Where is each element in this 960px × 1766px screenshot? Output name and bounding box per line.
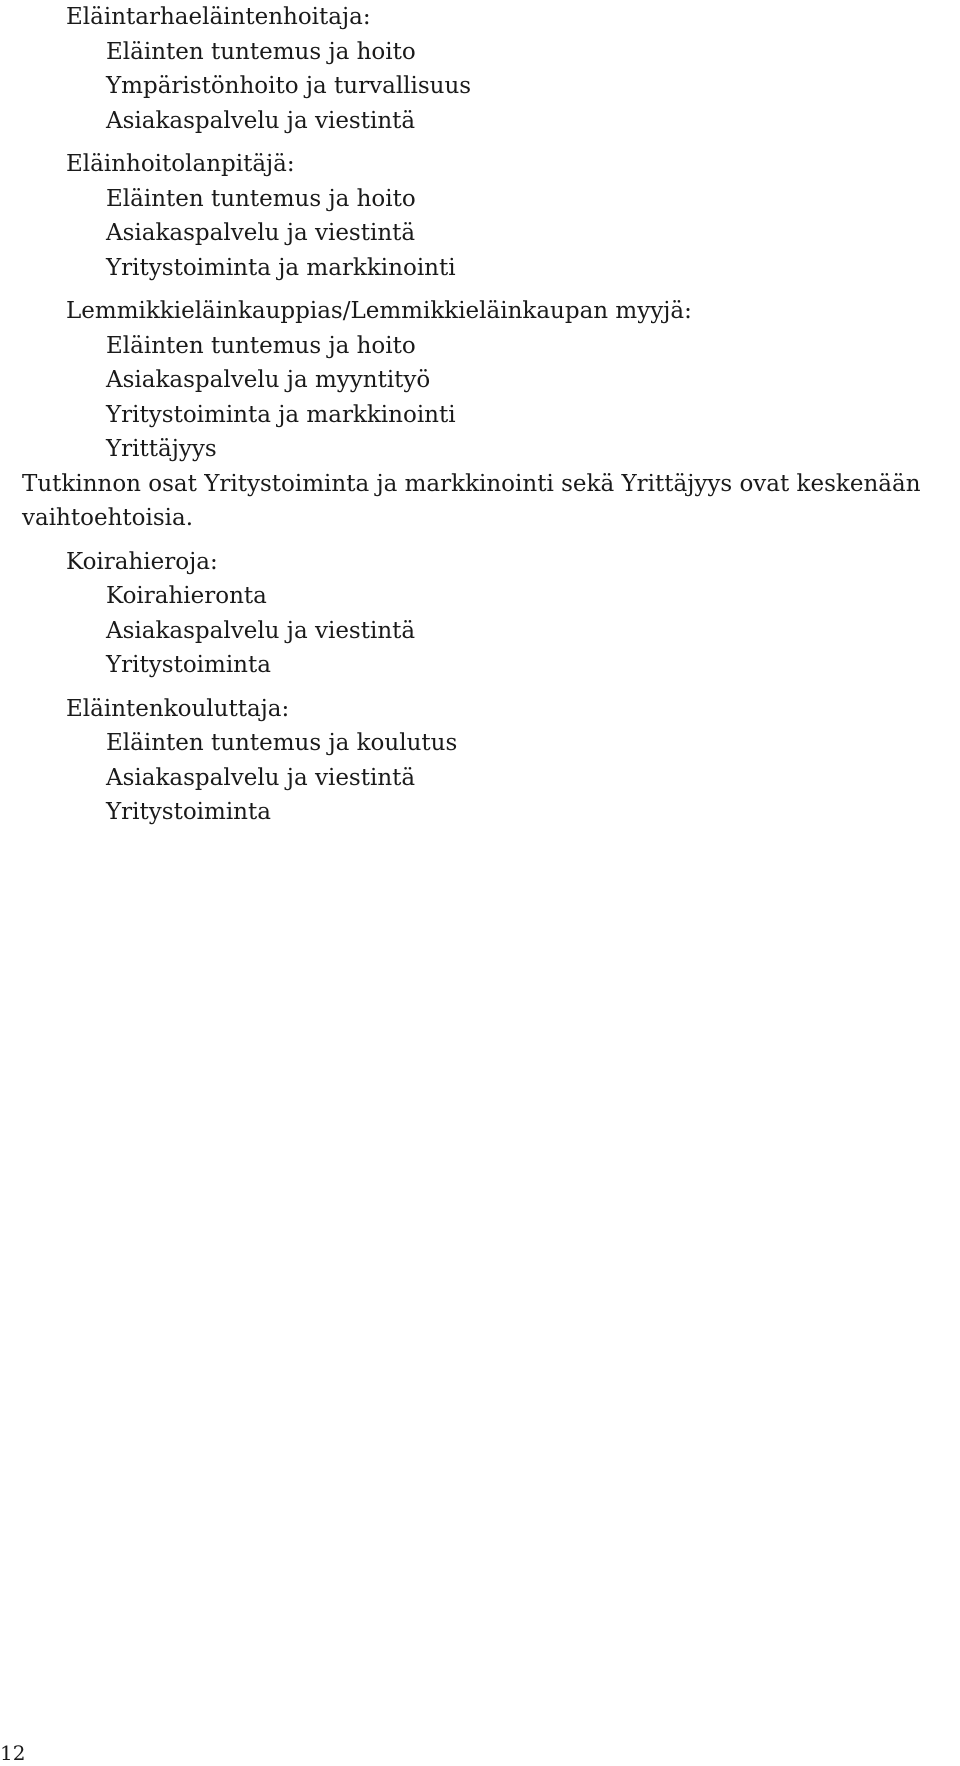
- group-title: Eläintenkouluttaja:: [66, 695, 290, 722]
- group-elainhoitolanpitaja: [22, 147, 952, 285]
- note-paragraph: Tutkinnon osat Yritystoiminta ja markkinointi sekä Yrittäjyys ovat keskenään vaihtoehtoisia.: [22, 470, 921, 531]
- group-title: Lemmikkieläinkauppias/Lemmikkieläinkaupan myyjä:: [66, 298, 692, 324]
- group-lemmikkielainkauppias: [22, 294, 952, 467]
- group-elaintarhaelaintenhoitaja: [22, 0, 952, 138]
- group-title: Eläinhoitolanpitäjä:: [66, 151, 295, 177]
- list-item: Asiakaspalvelu ja viestintä: [106, 617, 416, 644]
- list-item: Eläinten tuntemus ja koulutus: [106, 730, 458, 756]
- list-item: Eläinten tuntemus ja hoito: [106, 38, 416, 65]
- list-item: Yritystoiminta ja markkinointi: [106, 401, 456, 428]
- list-item: Koirahieronta: [106, 583, 267, 609]
- group-title: Eläintarhaeläintenhoitaja:: [66, 4, 371, 30]
- list-item: Asiakaspalvelu ja myyntityö: [106, 367, 431, 393]
- list-item: Asiakaspalvelu ja viestintä: [106, 107, 416, 134]
- list-item: Yrittäjyys: [106, 436, 217, 462]
- list-item: Yritystoiminta: [106, 799, 271, 825]
- list-item: Yritystoiminta ja markkinointi: [106, 254, 456, 281]
- list-item: Yritystoiminta: [106, 652, 271, 678]
- list-item: Eläinten tuntemus ja hoito: [106, 332, 416, 359]
- document-content: [22, 0, 952, 830]
- group-koirahieroja: [22, 545, 952, 683]
- page-number: 12: [0, 1741, 26, 1765]
- list-item: Asiakaspalvelu ja viestintä: [106, 220, 416, 246]
- list-item: Asiakaspalvelu ja viestintä: [106, 764, 416, 791]
- group-elaintenkouluttaja: [22, 692, 952, 830]
- list-item: Eläinten tuntemus ja hoito: [106, 185, 416, 212]
- group-title: Koirahieroja:: [66, 548, 218, 575]
- list-item: Ympäristönhoito ja turvallisuus: [106, 73, 472, 99]
